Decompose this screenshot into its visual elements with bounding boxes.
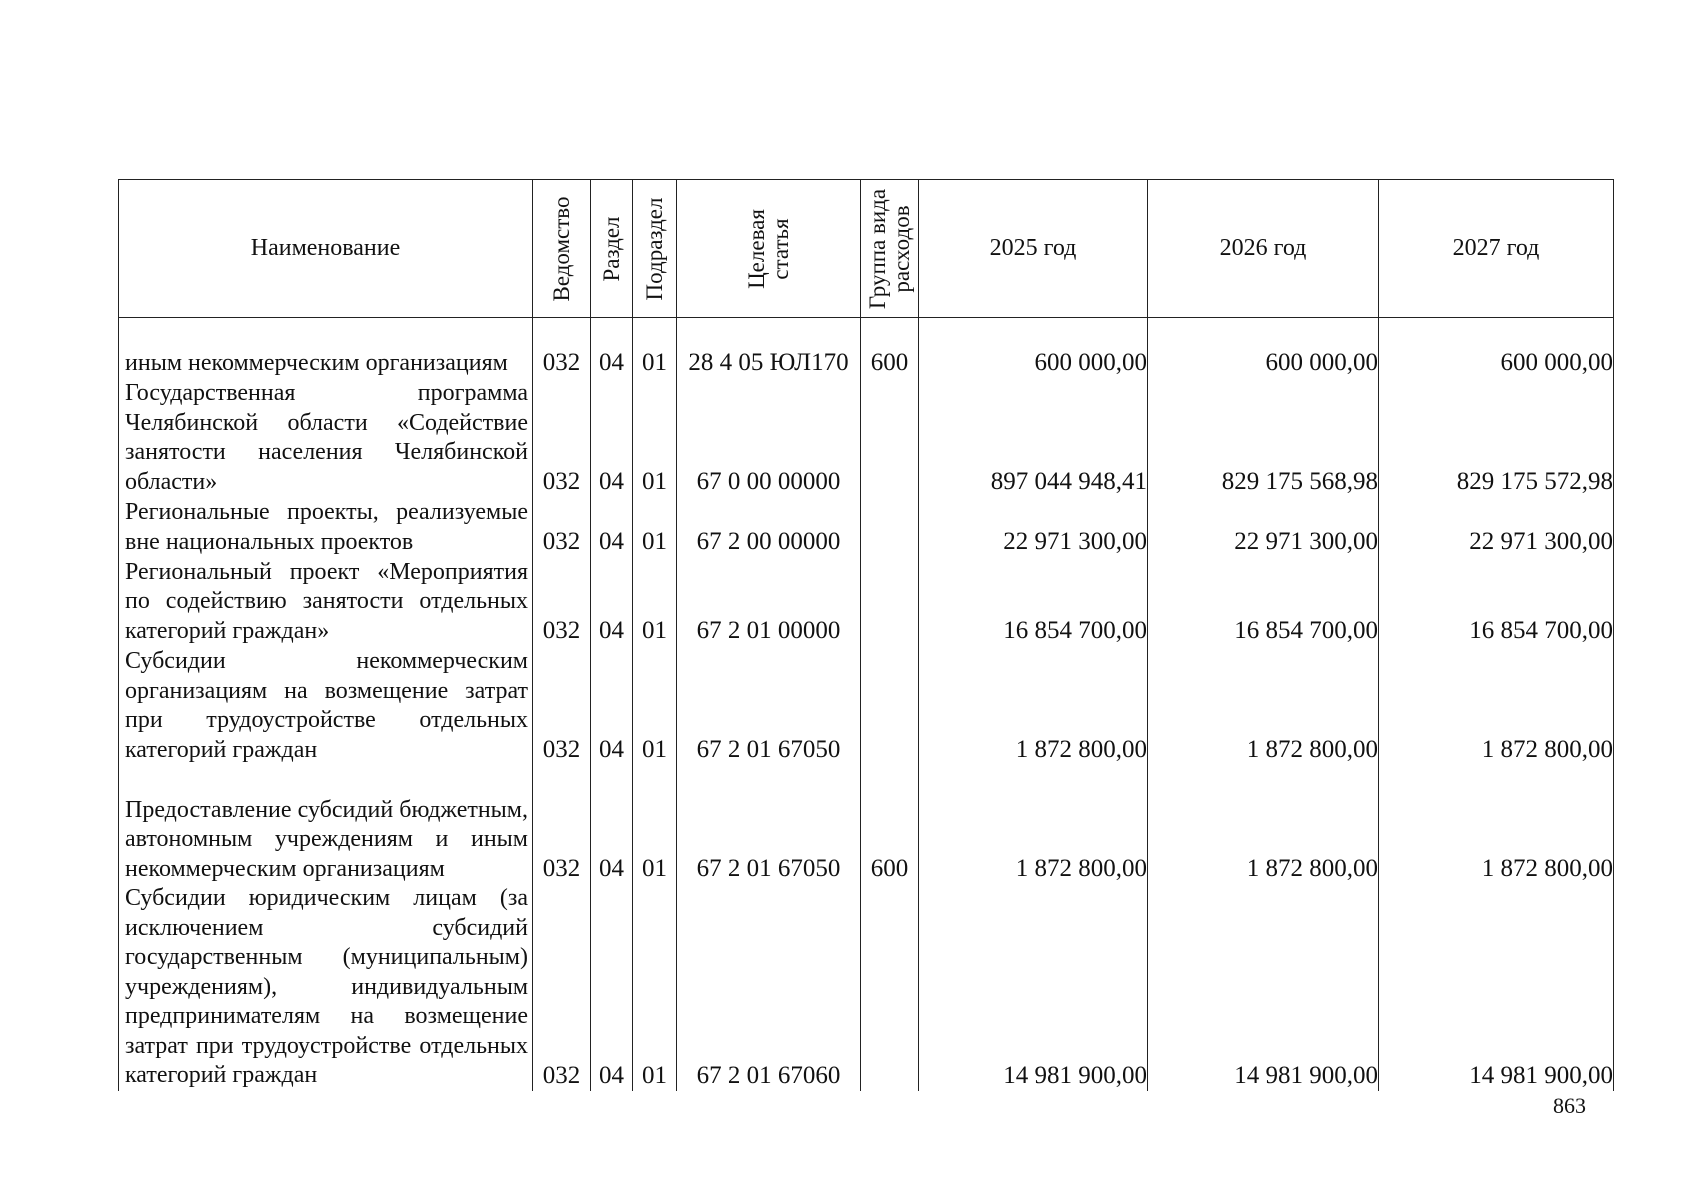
row-target: 28 4 05 ЮЛ170 [677, 318, 861, 379]
row-section: 04 [591, 378, 633, 497]
row-name: Государственная программа Челябинской области «Содействие занятости населения Челябинской области» [119, 378, 533, 497]
header-2027: 2027 год [1379, 180, 1614, 318]
row-subsection: 01 [633, 557, 677, 646]
row-name: иным некоммерческим организациям [119, 318, 533, 379]
row-subsection: 01 [633, 646, 677, 765]
header-exp-line2: расходов [888, 204, 914, 293]
row-section: 04 [591, 884, 633, 1091]
row-2026: 829 175 568,98 [1148, 378, 1379, 497]
table-body [119, 318, 1614, 1091]
row-target: 67 2 01 00000 [677, 557, 861, 646]
table-row [119, 497, 1614, 557]
row-2025: 600 000,00 [919, 318, 1148, 379]
header-dept-label: Ведомство [548, 195, 574, 302]
page-number: 863 [1553, 1093, 1586, 1118]
row-target: 67 0 00 00000 [677, 378, 861, 497]
row-dept: 032 [533, 646, 591, 765]
row-2027: 14 981 900,00 [1379, 884, 1614, 1091]
header-exp-line1: Группа вида [864, 188, 890, 309]
row-name: Субсидии юридическим лицам (за исключением субсидий государственным (муниципальным) учреждениям), индивидуальным предпринимателям на возмещение затрат при трудоустройстве отдельных категорий граждан [119, 884, 533, 1091]
row-2026: 16 854 700,00 [1148, 557, 1379, 646]
row-dept: 032 [533, 378, 591, 497]
row-dept: 032 [533, 557, 591, 646]
row-2025: 897 044 948,41 [919, 378, 1148, 497]
row-exp-group: 600 [861, 318, 919, 379]
row-2026: 1 872 800,00 [1148, 765, 1379, 884]
row-exp-group [861, 378, 919, 497]
row-section: 04 [591, 646, 633, 765]
row-exp-group [861, 646, 919, 765]
budget-table [118, 179, 1614, 1091]
row-exp-group [861, 884, 919, 1091]
table-row [119, 318, 1614, 379]
row-target: 67 2 01 67050 [677, 646, 861, 765]
row-2026: 600 000,00 [1148, 318, 1379, 379]
header-target [677, 180, 861, 318]
row-subsection: 01 [633, 497, 677, 557]
row-2026: 14 981 900,00 [1148, 884, 1379, 1091]
row-exp-group [861, 557, 919, 646]
row-2025: 1 872 800,00 [919, 765, 1148, 884]
row-2027: 22 971 300,00 [1379, 497, 1614, 557]
row-exp-group [861, 497, 919, 557]
row-2027: 829 175 572,98 [1379, 378, 1614, 497]
header-exp-group-label [865, 188, 913, 308]
row-dept: 032 [533, 497, 591, 557]
table-row [119, 378, 1614, 497]
row-2025: 22 971 300,00 [919, 497, 1148, 557]
row-section: 04 [591, 497, 633, 557]
table-row [119, 557, 1614, 646]
row-section: 04 [591, 557, 633, 646]
table-row [119, 765, 1614, 884]
row-name: Региональный проект «Мероприятия по содействию занятости отдельных категорий граждан» [119, 557, 533, 646]
row-2026: 1 872 800,00 [1148, 646, 1379, 765]
row-section: 04 [591, 318, 633, 379]
header-2025: 2025 год [919, 180, 1148, 318]
row-name: Предоставление субсидий бюджетным, автономным учреждениям и иным некоммерческим организациям [119, 765, 533, 884]
header-name: Наименование [119, 180, 533, 318]
table-header [119, 180, 1614, 318]
row-name: Субсидии некоммерческим организациям на возмещение затрат при трудоустройстве отдельных категорий граждан [119, 646, 533, 765]
row-subsection: 01 [633, 765, 677, 884]
row-dept: 032 [533, 318, 591, 379]
header-target-line2: статья [767, 217, 793, 280]
row-2027: 600 000,00 [1379, 318, 1614, 379]
row-dept: 032 [533, 765, 591, 884]
header-subsection-label: Подраздел [641, 197, 667, 300]
row-name: Региональные проекты, реализуемые вне национальных проектов [119, 497, 533, 557]
row-section: 04 [591, 765, 633, 884]
row-2025: 14 981 900,00 [919, 884, 1148, 1091]
row-target: 67 2 01 67050 [677, 765, 861, 884]
header-subsection [633, 180, 677, 318]
table-row [119, 646, 1614, 765]
header-target-line1: Целевая [743, 208, 769, 289]
header-dept [533, 180, 591, 318]
row-dept: 032 [533, 884, 591, 1091]
row-2027: 1 872 800,00 [1379, 765, 1614, 884]
header-section-label: Раздел [598, 215, 624, 282]
row-2025: 1 872 800,00 [919, 646, 1148, 765]
header-target-label [744, 209, 792, 289]
row-subsection: 01 [633, 318, 677, 379]
row-2027: 16 854 700,00 [1379, 557, 1614, 646]
row-exp-group: 600 [861, 765, 919, 884]
row-target: 67 2 00 00000 [677, 497, 861, 557]
row-subsection: 01 [633, 884, 677, 1091]
row-target: 67 2 01 67060 [677, 884, 861, 1091]
header-2026: 2026 год [1148, 180, 1379, 318]
header-exp-group [861, 180, 919, 318]
row-2026: 22 971 300,00 [1148, 497, 1379, 557]
table-row [119, 884, 1614, 1091]
row-2027: 1 872 800,00 [1379, 646, 1614, 765]
header-section [591, 180, 633, 318]
row-2025: 16 854 700,00 [919, 557, 1148, 646]
row-subsection: 01 [633, 378, 677, 497]
